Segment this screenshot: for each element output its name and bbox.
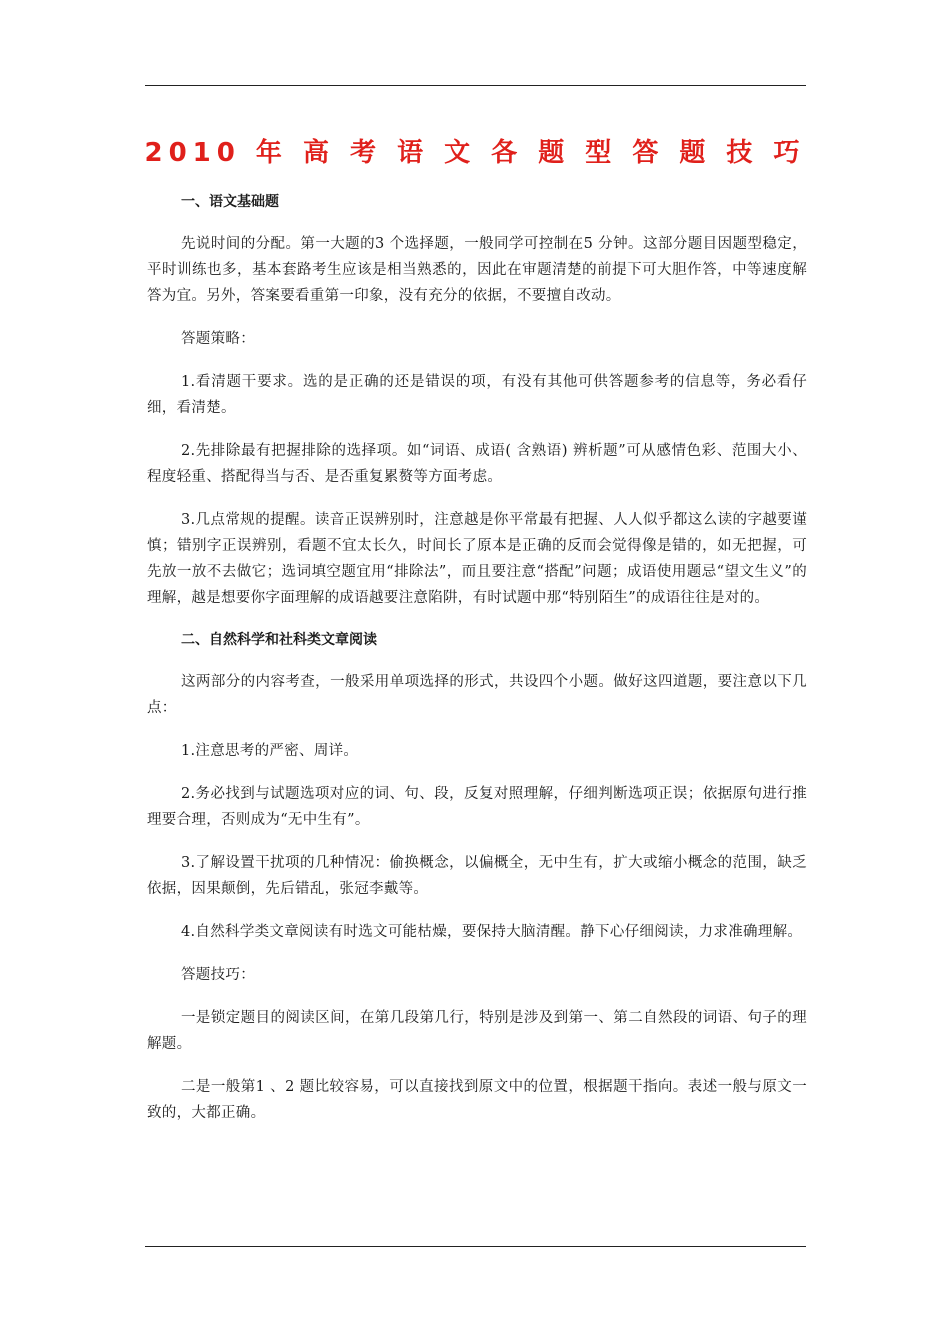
tips-label: 答题技巧： [181, 967, 255, 983]
header-rule [145, 85, 806, 86]
document-title: 2010 年 高 考 语 文 各 题 型 答 题 技 巧 [144, 138, 806, 168]
section-heading-1: 一、语文基础题 [181, 194, 279, 210]
document-body [147, 190, 807, 1143]
strategy-item-3: 3.几点常规的提醒。读音正误辨别时，注意越是你平常最有把握、人人似乎都这么读的字越要谨慎；错别字正误辨别，看题不宜太长久，时间长了原本是正确的反而会觉得像是错的，如无把握，可先放一放不去做它；选词填空题宜用“排除法”，而且要注意“搭配”问题；成语使用题忌“望文生义”的理解，越是想要你字面理解的成语越要注意陷阱，有时试题中那“特别陌生”的成语往往是对的。 [147, 512, 807, 606]
strategy-label: 答题策略： [181, 331, 255, 347]
reading-item-3: 3.了解设置干扰项的几种情况：偷换概念，以偏概全，无中生有，扩大或缩小概念的范围，缺乏依据，因果颠倒，先后错乱，张冠李戴等。 [147, 855, 807, 897]
strategy-item-2: 2.先排除最有把握排除的选择项。如“词语、成语( 含熟语) 辨析题”可从感情色彩、范围大小、程度轻重、搭配得当与否、是否重复累赘等方面考虑。 [147, 443, 807, 485]
reading-item-4: 4.自然科学类文章阅读有时选文可能枯燥，要保持大脑清醒。静下心仔细阅读，力求准确理解。 [181, 924, 803, 940]
strategy-item-1: 1.看清题干要求。选的是正确的还是错误的项，有没有其他可供答题参考的信息等，务必看仔细，看清楚。 [147, 374, 807, 416]
tip-item-2: 二是一般第1 、2 题比较容易，可以直接找到原文中的位置，根据题干指向。表述一般与原文一致的，大都正确。 [147, 1079, 807, 1121]
section1-intro: 先说时间的分配。第一大题的3 个选择题，一般同学可控制在5 分钟。这部分题目因题型稳定，平时训练也多，基本套路考生应该是相当熟悉的，因此在审题清楚的前提下可大胆作答，中等速度解答为宜。另外，答案要看重第一印象，没有充分的依据，不要擅自改动。 [147, 236, 807, 304]
tip-item-1: 一是锁定题目的阅读区间，在第几段第几行，特别是涉及到第一、第二自然段的词语、句子的理解题。 [147, 1010, 807, 1052]
reading-item-2: 2.务必找到与试题选项对应的词、句、段，反复对照理解，仔细判断选项正误；依据原句进行推理要合理，否则成为“无中生有”。 [147, 786, 807, 828]
section-heading-2: 二、自然科学和社科类文章阅读 [181, 632, 377, 648]
footer-rule [145, 1246, 806, 1247]
section2-intro: 这两部分的内容考查，一般采用单项选择的形式，共设四个小题。做好这四道题，要注意以下几点： [147, 674, 807, 716]
reading-item-1: 1.注意思考的严密、周详。 [181, 743, 359, 759]
